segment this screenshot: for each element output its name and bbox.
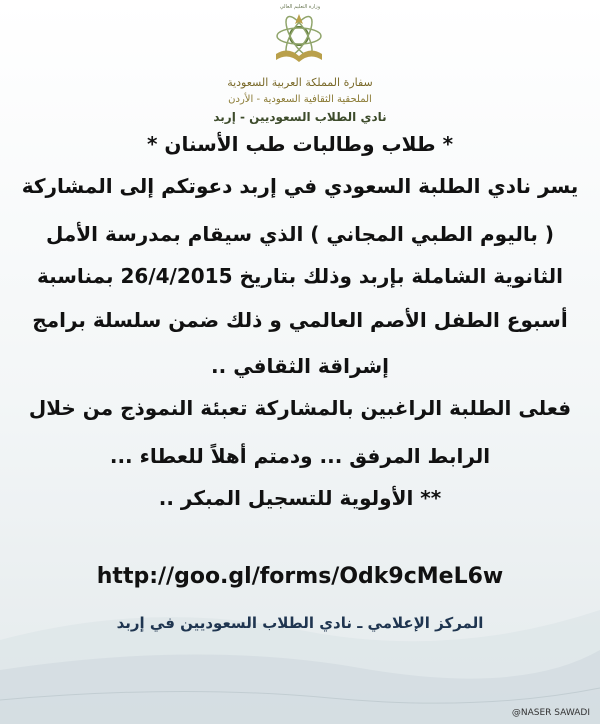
club-name: نادي الطلاب السعوديين - إربد [213, 110, 387, 124]
announcement-line: إشراقة الثقافي .. [211, 354, 389, 378]
announcement-line: الثانوية الشاملة بإربد وذلك بتاريخ 26/4/2015 بمناسبة [36, 264, 564, 288]
author-handle: @NASER SAWADI [511, 708, 590, 718]
header [0, 0, 600, 130]
announcement-line: فعلى الطلبة الراغبين بالمشاركة تعبئة النموذج من خلال [28, 396, 572, 420]
announcement-line: يسر نادي الطلبة السعودي في إربد دعوتكم إلى المشاركة [21, 174, 579, 198]
cultural-office: الملحقية الثقافية السعودية - الأردن [228, 94, 372, 105]
registration-link[interactable]: http://goo.gl/forms/Odk9cMeL6w [96, 564, 504, 589]
priority-note: ** الأولوية للتسجيل المبكر .. [158, 486, 442, 510]
emblem-caption: وزارة التعليم العالي [279, 4, 321, 10]
media-center-credit: المركز الإعلامي ـ نادي الطلاب السعوديين في إربد [116, 614, 484, 632]
announcement-title: * طلاب وطالبات طب الأسنان * [146, 132, 454, 156]
announcement-line: أسبوع الطفل الأصم العالمي و ذلك ضمن سلسلة برامج [32, 308, 568, 332]
embassy-name: سفارة المملكة العربية السعودية [227, 76, 373, 89]
ministry-emblem-icon [266, 6, 332, 72]
announcement-line: الرابط المرفق ... ودمتم أهلاً للعطاء ... [109, 444, 491, 468]
announcement-line: ( باليوم الطبي المجاني ) الذي سيقام بمدرسة الأمل [46, 222, 554, 246]
